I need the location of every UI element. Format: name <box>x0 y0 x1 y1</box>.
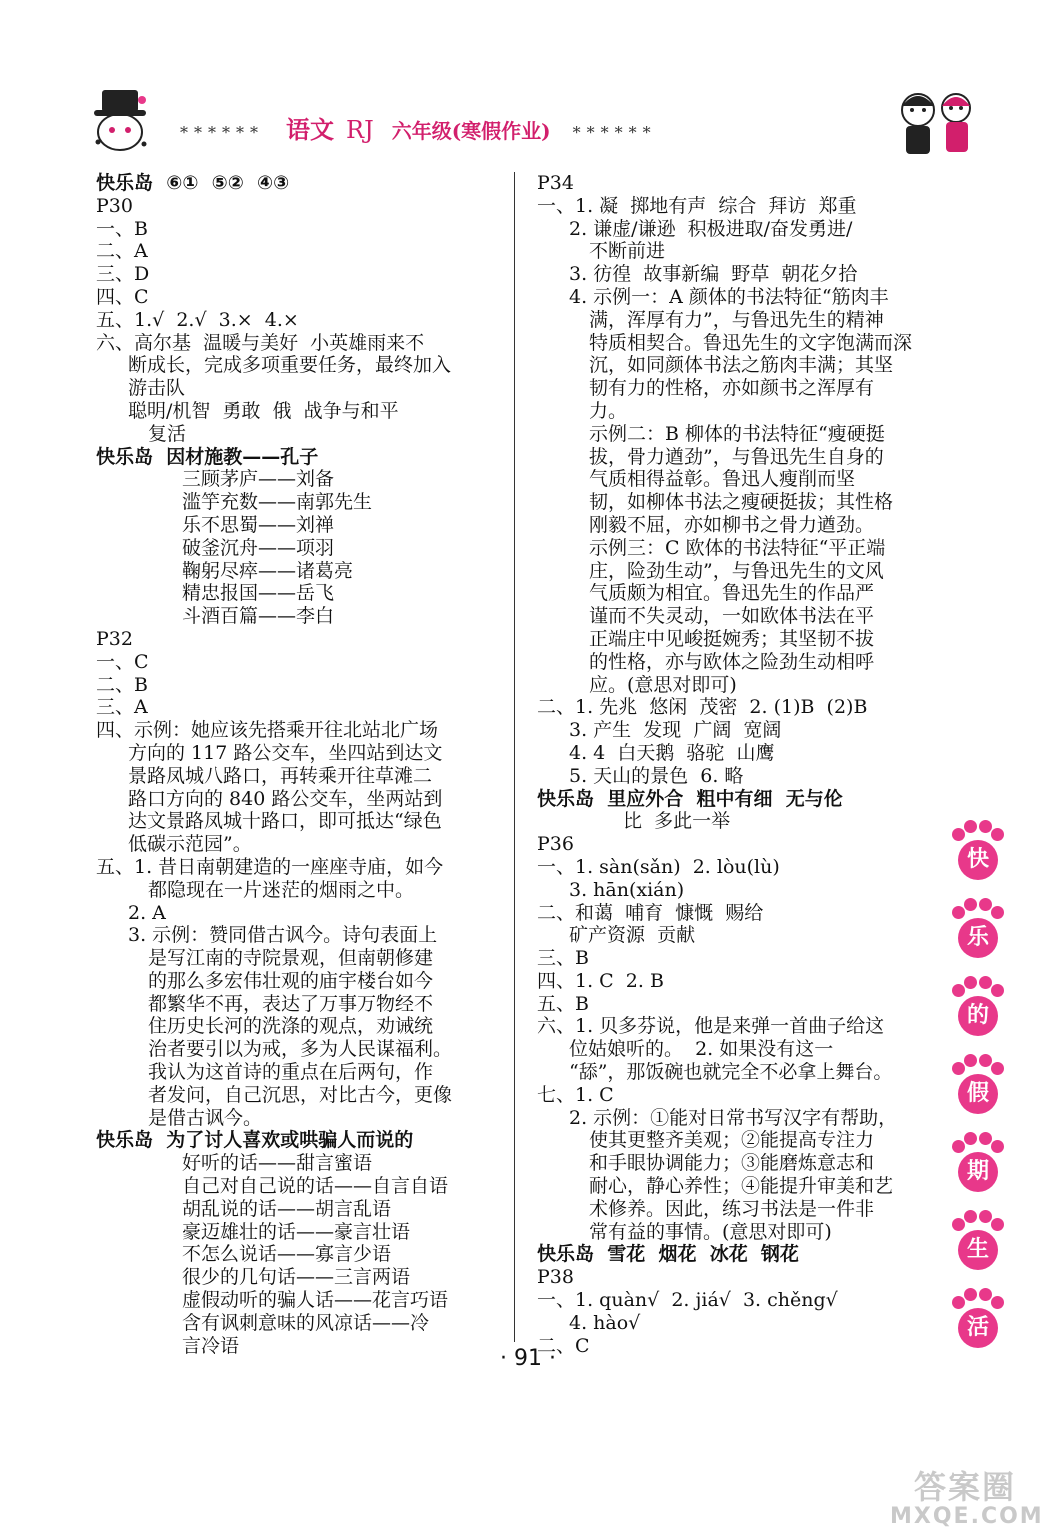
answer-line: 和手眼协调能力；③能磨炼意志和 <box>589 1152 875 1175</box>
answer-line: 四、示例：她应该先搭乘开往北站北广场 <box>96 719 439 742</box>
answer-line: 方向的 117 路公交车，坐四站到达文 <box>128 741 443 764</box>
answer-line: 游击队 <box>128 377 186 400</box>
answer-line: 2. 示例：①能对日常书写汉字有帮助， <box>569 1106 898 1129</box>
paw-toe-icon <box>979 820 992 833</box>
answer-line: 我认为这首诗的重点在后两句，作 <box>148 1061 434 1084</box>
header-grade: 六年级(寒假作业) <box>391 119 551 143</box>
answer-line: 2. 谦虚/谦逊 积极进取/奋发勇进/ <box>569 217 853 240</box>
answer-line: 二、A <box>96 240 148 263</box>
answer-line: 三顾茅庐——刘备 <box>182 468 335 491</box>
paw-toe-icon <box>964 820 977 833</box>
answer-line: 气质颇为相宜。鲁迅先生的作品严 <box>589 582 875 605</box>
answer-line: 庄，险劲生动”，与鲁迅先生的文风 <box>589 559 884 582</box>
answer-line: 破釜沉舟——项羽 <box>182 536 335 559</box>
paw-toe-icon <box>979 898 992 911</box>
answer-line: 都隐现在一片迷茫的烟雨之中。 <box>148 878 415 901</box>
paw-badge-label: 生 <box>958 1230 998 1270</box>
answer-line: “舔”，那饭碗也就完全不必拿上舞台。 <box>569 1061 893 1084</box>
paw-toe-icon <box>991 1062 1004 1075</box>
paw-badge <box>948 976 1008 1044</box>
paw-toe-icon <box>991 1140 1004 1153</box>
answer-line: 滥竽充数——南郭先生 <box>182 491 373 514</box>
paw-toe-icon <box>964 1132 977 1145</box>
answer-line: 二、1. 先兆 悠闲 茂密 2. (1)B (2)B <box>537 696 868 719</box>
answer-line: 三、D <box>96 263 150 286</box>
answer-line: 四、1. C 2. B <box>537 969 664 992</box>
side-paw-badges <box>948 820 1008 1366</box>
answer-line: 自己对自己说的话——自言自语 <box>182 1175 449 1198</box>
answer-line: P38 <box>537 1266 574 1289</box>
answer-line: 言冷语 <box>182 1334 240 1357</box>
answer-line: 四、C <box>96 285 149 308</box>
answer-line: 快乐岛 因材施教——孔子 <box>96 445 319 468</box>
paw-badge <box>948 1210 1008 1278</box>
answer-line: 一、C <box>96 650 149 673</box>
answer-line: 低碳示范园”。 <box>128 833 252 856</box>
answer-line: 斗酒百篇——李白 <box>182 605 335 628</box>
answer-line: 住历史长河的洗涤的观点，劝诫统 <box>148 1015 434 1038</box>
paw-toe-icon <box>964 1288 977 1301</box>
paw-toe-icon <box>964 898 977 911</box>
answer-line: 二、C <box>537 1334 590 1357</box>
answer-line: 4. 4 白天鹅 骆驼 山鹰 <box>569 741 775 764</box>
answer-line: 精忠报国——岳飞 <box>182 582 335 605</box>
answer-line: 快乐岛 里应外合 粗中有细 无与伦 <box>537 787 843 810</box>
paw-badge <box>948 1054 1008 1122</box>
paw-toe-icon <box>991 1218 1004 1231</box>
paw-badge <box>948 898 1008 966</box>
answer-line: 虚假动听的骗人话——花言巧语 <box>182 1289 449 1312</box>
watermark-url: MXQE.COM <box>890 1504 1044 1529</box>
answer-line: 韧，如柳体书法之瘦硬挺拔；其性格 <box>589 491 894 514</box>
answer-line: 好听的话——甜言蜜语 <box>182 1152 373 1175</box>
paw-toe-icon <box>979 1054 992 1067</box>
answer-line: 2. A <box>128 901 166 924</box>
paw-toe-icon <box>952 984 965 997</box>
answer-line: 快乐岛 雪花 烟花 冰花 钢花 <box>537 1243 799 1266</box>
kids-decoration-icon <box>890 80 980 160</box>
paw-toe-icon <box>952 906 965 919</box>
answer-line: 是借古讽今。 <box>148 1106 263 1129</box>
answer-line: 4. 示例一：A 颜体的书法特征“筋肉丰 <box>569 285 889 308</box>
header-stars-right: ****** <box>572 123 657 142</box>
answer-line: 很少的几句话——三言两语 <box>182 1266 411 1289</box>
answer-line: 都繁华不再，表达了万事万物经不 <box>148 992 434 1015</box>
paw-toe-icon <box>952 1140 965 1153</box>
watermark-title: 答案圈 <box>913 1468 1016 1506</box>
header-stars-left: ****** <box>180 123 264 142</box>
answer-line: 应。(意思对即可) <box>589 673 737 696</box>
paw-badge-label: 期 <box>958 1152 998 1192</box>
answer-line: 比 多此一举 <box>623 810 731 833</box>
answer-line: P34 <box>537 172 574 194</box>
answer-line: 满，浑厚有力”，与鲁迅先生的精神 <box>589 308 884 331</box>
answer-line: 二、和蔼 哺育 慷慨 赐给 <box>537 901 764 924</box>
answer-line: P36 <box>537 833 574 856</box>
paw-toe-icon <box>964 1210 977 1223</box>
paw-toe-icon <box>964 1054 977 1067</box>
column-divider <box>514 172 515 1342</box>
answer-line: 五、B <box>537 992 589 1015</box>
answer-line: 4. hào√ <box>569 1311 641 1334</box>
answer-line: 矿产资源 贡献 <box>569 924 696 947</box>
answer-line: P32 <box>96 627 133 650</box>
answer-line: 不怎么说话——寡言少语 <box>182 1243 392 1266</box>
paw-toe-icon <box>979 1132 992 1145</box>
header-subject: 语文 <box>286 115 334 144</box>
answer-line: 韧有力的性格，亦如颜书之浑厚有 <box>589 377 875 400</box>
answer-line: 六、1. 贝多芬说，他是来弹一首曲子给这 <box>537 1015 885 1038</box>
answer-line: 七、1. C <box>537 1083 614 1106</box>
paw-badge <box>948 1132 1008 1200</box>
paw-badge-label: 的 <box>958 996 998 1036</box>
paw-toe-icon <box>952 1062 965 1075</box>
paw-badge-label: 活 <box>958 1308 998 1348</box>
answer-line: 五、1.√ 2.√ 3.× 4.× <box>96 308 299 331</box>
answer-line: 3. 示例：赞同借古讽今。诗句表面上 <box>128 924 438 947</box>
left-answer-column <box>96 172 496 1357</box>
paw-toe-icon <box>991 984 1004 997</box>
answer-line: 断成长，完成多项重要任务，最终加入 <box>128 354 452 377</box>
answer-line: 谨而不失灵动，一如欧体书法在平 <box>589 605 875 628</box>
answer-line: 的那么多宏伟壮观的庙宇楼台如今 <box>148 969 434 992</box>
answer-line: 3. hān(xián) <box>569 878 685 901</box>
answer-line: 示例三：C 欧体的书法特征“平正端 <box>589 536 886 559</box>
answer-line: 三、A <box>96 696 148 719</box>
answer-line: 复活 <box>148 422 187 445</box>
answer-line: 使其更整齐美观；②能提高专注力 <box>589 1129 875 1152</box>
answer-line: 3. 彷徨 故事新编 野草 朝花夕拾 <box>569 263 858 286</box>
answer-line: 景路凤城八路口，再转乘开往草滩二 <box>128 764 433 787</box>
answer-line: 位姑娘听的。 2. 如果没有这一 <box>569 1038 834 1061</box>
right-answer-column <box>537 172 937 1357</box>
answer-line: 路口方向的 840 路公交车，坐两站到 <box>128 787 443 810</box>
paw-toe-icon <box>979 976 992 989</box>
answer-line: 特质相契合。鲁迅先生的文字饱满而深 <box>589 331 913 354</box>
paw-toe-icon <box>979 1210 992 1223</box>
answer-line: 一、1. sàn(sǎn) 2. lòu(lù) <box>537 855 780 878</box>
answer-line: 一、1. 凝 掷地有声 综合 拜访 郑重 <box>537 194 857 217</box>
watermark <box>890 1462 1044 1532</box>
answer-line: 六、高尔基 温暖与美好 小英雄雨来不 <box>96 331 425 354</box>
answer-line: 三、B <box>537 947 589 970</box>
answer-line: 正端庄中见峻挺婉秀；其坚韧不拔 <box>589 627 875 650</box>
header-title <box>180 110 657 145</box>
header-edition: RJ <box>346 116 374 144</box>
paw-badge-label: 乐 <box>958 918 998 958</box>
page-number: · 91 · <box>500 1346 556 1371</box>
answer-line: 气质相得益彰。鲁迅人瘦削而坚 <box>589 468 856 491</box>
paw-toe-icon <box>979 1288 992 1301</box>
answer-line: 乐不思蜀——刘禅 <box>182 513 335 536</box>
answer-line: 二、B <box>96 673 148 696</box>
answer-line: 力。 <box>589 399 628 422</box>
answer-line: 术修养。因此，练习书法是一件非 <box>589 1197 875 1220</box>
answer-line: 沉，如同颜体书法之筋肉丰满；其坚 <box>589 354 894 377</box>
paw-toe-icon <box>952 828 965 841</box>
answer-line: 一、1. quàn√ 2. jiá√ 3. chěng√ <box>537 1289 838 1312</box>
answer-line: 常有益的事情。(意思对即可) <box>589 1220 832 1243</box>
answer-line: 5. 天山的景色 6. 略 <box>569 764 744 787</box>
answer-line: 快乐岛 ⑥① ⑤② ④③ <box>96 172 290 194</box>
answer-line: 不断前进 <box>589 240 666 263</box>
answer-line: 含有讽刺意味的风凉话——冷 <box>182 1311 430 1334</box>
paw-badge <box>948 820 1008 888</box>
answer-line: 的性格，亦与欧体之险劲生动相呼 <box>589 650 875 673</box>
answer-line: 刚毅不屈，亦如柳书之骨力遒劲。 <box>589 513 875 536</box>
paw-badge-label: 假 <box>958 1074 998 1114</box>
answer-line: 拔，骨力遒劲”，与鲁迅先生自身的 <box>589 445 884 468</box>
snowman-hat-decoration-icon <box>80 80 160 160</box>
paw-toe-icon <box>991 828 1004 841</box>
answer-line: 者发问，自己沉思，对比古今，更像 <box>148 1083 453 1106</box>
answer-line: P30 <box>96 194 133 217</box>
answer-line: 3. 产生 发现 广阔 宽阔 <box>569 719 782 742</box>
answer-line: 胡乱说的话——胡言乱语 <box>182 1197 392 1220</box>
answer-line: 聪明/机智 勇敢 俄 战争与和平 <box>128 399 399 422</box>
answer-line: 达文景路凤城十路口，即可抵达“绿色 <box>128 810 442 833</box>
answer-line: 示例二：B 柳体的书法特征“瘦硬挺 <box>589 422 885 445</box>
paw-toe-icon <box>991 1296 1004 1309</box>
page-header <box>80 80 980 170</box>
paw-toe-icon <box>952 1296 965 1309</box>
answer-line: 快乐岛 为了讨人喜欢或哄骗人而说的 <box>96 1129 414 1152</box>
answer-line: 是写江南的寺院景观，但南朝修建 <box>148 947 434 970</box>
answer-line: 鞠躬尽瘁——诸葛亮 <box>182 559 354 582</box>
answer-line: 治者要引以为戒，多为人民谋福利。 <box>148 1038 453 1061</box>
answer-line: 一、B <box>96 217 148 240</box>
answer-line: 豪迈雄壮的话——豪言壮语 <box>182 1220 411 1243</box>
answer-line: 耐心，静心养性；④能提升审美和艺 <box>589 1175 894 1198</box>
answer-line: 五、1. 昔日南朝建造的一座座寺庙，如今 <box>96 855 444 878</box>
paw-toe-icon <box>952 1218 965 1231</box>
paw-badge-label: 快 <box>958 840 998 880</box>
paw-toe-icon <box>964 976 977 989</box>
paw-toe-icon <box>991 906 1004 919</box>
